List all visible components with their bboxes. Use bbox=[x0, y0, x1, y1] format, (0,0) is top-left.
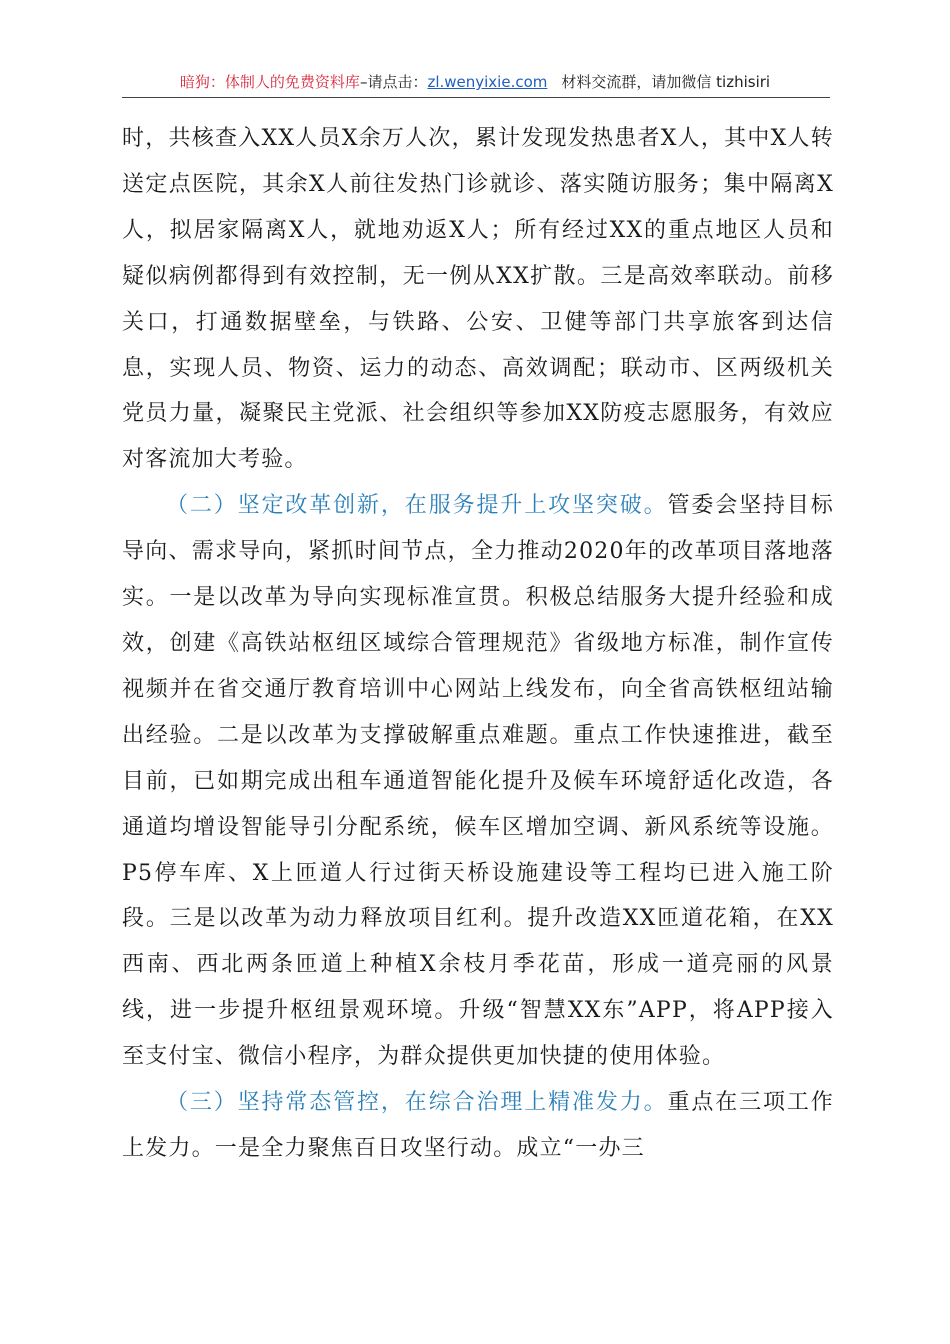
paragraph-1-text: 时，共核查入XX人员X余万人次，累计发现发热患者X人，其中X人转送定点医院，其余X人前往发热门诊就诊、落实随访服务；集中隔离X人，拟居家隔离X人，就地劝返X人；所有经过XX的重点地区人员和疑似病例都得到有效控制，无一例从XX扩散。三是高效率联动。前移关口，打通数据壁垒，与铁路、公安、卫健等部门共享旅客到达信息，实现人员、物资、运力的动态、高效调配；联动市、区两级机关党员力量，凝聚民主党派、社会组织等参加XX防疫志愿服务，有效应对客流加大考验。 bbox=[122, 126, 834, 473]
header-link[interactable]: zl.wenyixie.com bbox=[427, 73, 548, 91]
paragraph-3 bbox=[122, 1080, 834, 1172]
paragraph-1 bbox=[122, 116, 834, 483]
document-body bbox=[122, 116, 834, 1172]
header-link-prefix: –请点击： bbox=[359, 73, 428, 91]
paragraph-2 bbox=[122, 483, 834, 1080]
section-3-heading: （三）坚持常态管控，在综合治理上精准发力。 bbox=[166, 1090, 668, 1116]
section-2-heading: （二）坚定改革创新，在服务提升上攻坚突破。 bbox=[166, 493, 668, 519]
page-header bbox=[120, 70, 830, 94]
header-divider bbox=[122, 97, 830, 98]
paragraph-2-text: 管委会坚持目标导向、需求导向，紧抓时间节点，全力推动2020年的改革项目落地落实。一是以改革为导向实现标准宣贯。积极总结服务大提升经验和成效，创建《高铁站枢纽区域综合管理规范》省级地方标准，制作宣传视频并在省交通厅教育培训中心网站上线发布，向全省高铁枢纽站输出经验。二是以改革为支撑破解重点难题。重点工作快速推进，截至目前，已如期完成出租车通道智能化提升及候车环境舒适化改造，各通道均增设智能导引分配系统，候车区增加空调、新风系统等设施。P5停车库、X上匝道人行过街天桥设施建设等工程均已进入施工阶段。三是以改革为动力释放项目红利。提升改造XX匝道花箱，在XX西南、西北两条匝道上种植X余枝月季花苗，形成一道亮丽的风景线，进一步提升枢纽景观环境。升级“智慧XX东”APP，将APP接入至支付宝、微信小程序，为群众提供更加快捷的使用体验。 bbox=[122, 493, 835, 1070]
header-contact: 材料交流群，请加微信 tizhisiri bbox=[561, 73, 771, 91]
header-brand: 暗狗：体制人的免费资料库 bbox=[179, 73, 360, 91]
paragraph-3-text: 重点在三项工作上发力。一是全力聚焦百日攻坚行动。成立“一办三 bbox=[122, 1090, 835, 1161]
